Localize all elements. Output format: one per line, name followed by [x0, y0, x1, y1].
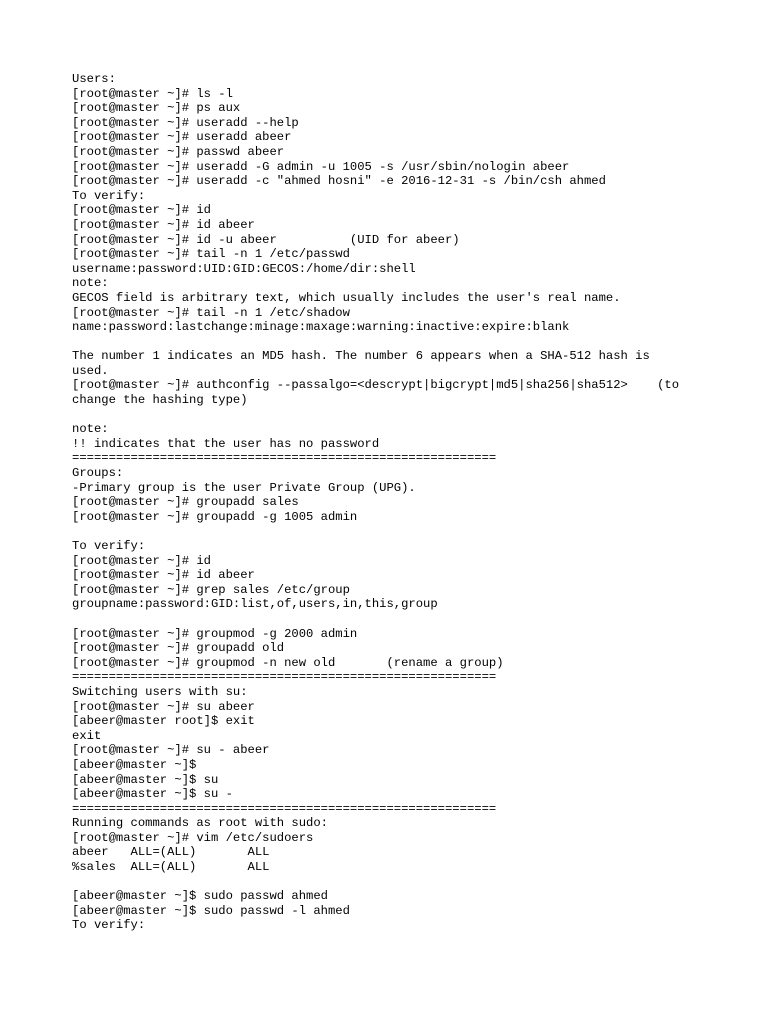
text-line: Groups: — [72, 466, 124, 481]
text-line: -Primary group is the user Private Group (UPG). — [72, 480, 416, 495]
text-line: [abeer@master ~]$ sudo passwd -l ahmed — [72, 903, 350, 918]
text-line: [root@master ~]# ps aux — [72, 101, 241, 116]
text-line — [72, 335, 752, 350]
text-line: ========================================================== — [72, 801, 497, 816]
text-line: username:password:UID:GID:GECOS:/home/dir:shell — [72, 261, 416, 276]
text-line: [root@master ~]# passwd abeer — [72, 144, 285, 159]
text-line: [root@master ~]# su abeer — [72, 699, 255, 714]
text-line: change the hashing type) — [72, 393, 248, 408]
text-line: [root@master ~]# ls -l — [72, 86, 233, 101]
text-line: !! indicates that the user has no password — [72, 436, 380, 451]
text-line: To verify: — [72, 918, 146, 933]
text-line: Users: — [72, 72, 116, 86]
text-line: [abeer@master ~]$ su — [72, 772, 219, 787]
text-line: abeer ALL=(ALL) ALL — [72, 845, 270, 860]
text-line: note: — [72, 422, 109, 437]
text-line: To verify: — [72, 539, 146, 553]
text-line: Switching users with su: — [72, 684, 248, 699]
text-line: To verify: — [72, 188, 146, 203]
document-body — [72, 72, 752, 933]
text-line: [root@master ~]# tail -n 1 /etc/shadow — [72, 305, 350, 320]
text-line: [root@master ~]# groupmod -n new old (rename a group) — [72, 655, 504, 670]
text-line: [root@master ~]# vim /etc/sudoers — [72, 830, 314, 845]
text-line: GECOS field is arbitrary text, which usually includes the user's real name. — [72, 290, 621, 305]
text-line: [abeer@master ~]$ sudo passwd ahmed — [72, 889, 328, 904]
text-line — [72, 408, 752, 423]
text-line: ========================================================== — [72, 670, 497, 685]
text-line: [root@master ~]# id — [72, 553, 211, 568]
text-line: [root@master ~]# groupadd sales — [72, 495, 299, 510]
text-line: [root@master ~]# id abeer — [72, 568, 255, 583]
text-line — [72, 524, 752, 539]
text-line: [abeer@master root]$ exit — [72, 714, 255, 729]
text-line: Running commands as root with sudo: — [72, 816, 328, 831]
text-line: [root@master ~]# useradd abeer — [72, 130, 292, 145]
text-line: ========================================================== — [72, 451, 497, 466]
text-line: [root@master ~]# authconfig --passalgo=<descrypt|bigcrypt|md5|sha256|sha512> (to — [72, 378, 680, 393]
text-line — [72, 875, 752, 890]
text-line: [abeer@master ~]$ — [72, 757, 197, 772]
text-line: name:password:lastchange:minage:maxage:warning:inactive:expire:blank — [72, 320, 570, 335]
text-line: [root@master ~]# useradd -G admin -u 1005 -s /usr/sbin/nologin abeer — [72, 159, 570, 174]
text-line: The number 1 indicates an MD5 hash. The number 6 appears when a SHA-512 hash is — [72, 349, 650, 364]
text-line: groupname:password:GID:list,of,users,in,this,group — [72, 597, 438, 612]
text-line: [root@master ~]# groupadd old — [72, 641, 285, 656]
text-line: %sales ALL=(ALL) ALL — [72, 860, 270, 875]
text-line: [root@master ~]# useradd -c "ahmed hosni" -e 2016-12-31 -s /bin/csh ahmed — [72, 174, 606, 189]
text-line: [root@master ~]# groupadd -g 1005 admin — [72, 509, 358, 524]
text-line: [root@master ~]# id — [72, 203, 211, 218]
text-line: [root@master ~]# su - abeer — [72, 743, 270, 758]
text-line: [root@master ~]# id abeer — [72, 217, 255, 232]
text-line: [root@master ~]# grep sales /etc/group — [72, 582, 350, 597]
text-line: exit — [72, 728, 102, 743]
text-line: [root@master ~]# tail -n 1 /etc/passwd — [72, 247, 350, 262]
text-line: [root@master ~]# groupmod -g 2000 admin — [72, 626, 358, 641]
text-line: note: — [72, 276, 109, 291]
text-line: used. — [72, 363, 109, 378]
text-line: [abeer@master ~]$ su - — [72, 787, 233, 802]
text-line: [root@master ~]# useradd --help — [72, 115, 299, 130]
text-line: [root@master ~]# id -u abeer (UID for abeer) — [72, 232, 460, 247]
text-line — [72, 612, 752, 627]
